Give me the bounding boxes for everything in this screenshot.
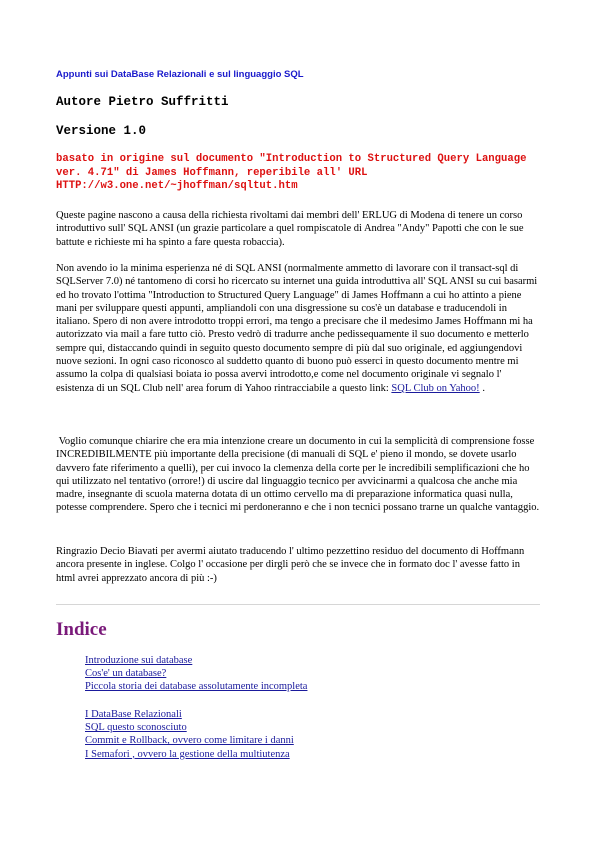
horizontal-divider [56,604,540,605]
index-title: Indice [56,619,107,640]
purpose-paragraph-text: Voglio comunque chiarire che era mia intenzione creare un documento in cui la semplicità di comprensione fosse INCREDIBILMENTE più importante della precisione (di manuali di SQL e' pieno il mondo, se dovete usarlo davvero fate riferimento a quelli), per cui invoco la clemenza della corte per le incredibili semplificazioni che ho qui utilizzato nel tentativo (orrore!) di uscire dal linguaggio tecnico per avvicinarmi a qualcosa che anche mia madre, insegnante di scuola materna dotata di un ottimo cervello ma di preparazione informatica quasi nulla, potesse comprendere. Spero che i tecnici mi perdoneranno e che i non tecnici possano trarne un qualche vantaggio. [56,436,540,514]
toc-item [85,708,294,721]
toc-item [85,654,307,667]
site-title: Appunti sui DataBase Relazionali e sul linguaggio SQL [56,69,304,80]
toc-item [85,721,294,734]
background-paragraph-text: Non avendo io la minima esperienza né di SQL ANSI (normalmente ammetto di lavorare con il transact-sql di SQLServer 7.0) né tantomeno di corsi ho ricercato su internet una guida introduttiva all' SQL ANSI su cui basarmi ed ho trovato l'ottima "Introduction to Structured Query Language" di James Hoffmann a cui ho attinto a piene mani per sviluppare questi appunti, ampliandoli con una disgressione su cos'è un database e traducendoli in italiano. Spero di non avere introdotto troppi errori, ma tengo a precisare che il medesimo James Hoffmann mi ha autorizzato via mail a fare tutto ciò. Presto vedrò di tradurre anche pedissequamente il suo documento e metterlo sempre qui, distaccando quindi in seguito questo documento sempre di più dal suo originale, ed aggiungendovi nuove sezioni. In ogni caso riconosco al suddetto quanto di buono può esserci in questo documento mentre mi assumo la colpa di qualsiasi boiata io possa avervi introdotto,e come nel documento originale vi segnalo l' esistenza di un SQL Club nell' area forum di Yahoo rintracciabile a questo link: [56,263,538,394]
toc-item [85,734,294,747]
toc-item [85,667,307,680]
sql-club-link[interactable]: SQL Club on Yahoo! [391,382,480,394]
toc-link-sql[interactable]: SQL questo sconosciuto [85,722,187,734]
author-heading: Autore Pietro Suffritti [56,95,229,109]
purpose-paragraph [56,435,540,515]
toc-link-semafori[interactable]: I Semafori , ovvero la gestione della multiutenza [85,748,290,760]
thanks-paragraph: Ringrazio Decio Biavati per avermi aiutato traducendo l' ultimo pezzettino residuo del documento di Hoffmann ancora presente in inglese. Colgo l' occasione per dirgli però che se invece che in formato doc l' avesse fatto in html avrei apprezzato ancora di più :-) [56,546,525,584]
version-heading: Versione 1.0 [56,124,147,138]
toc-link-relazionali[interactable]: I DataBase Relazionali [85,709,182,720]
toc-link-cose-database[interactable]: Cos'e' un database? [85,668,167,680]
background-paragraph-tail: . [479,382,485,394]
background-paragraph [56,262,540,395]
intro-paragraph: Queste pagine nascono a causa della richiesta rivoltami dai membri dell' ERLUG di Modena di tenere un corso introduttivo sull' SQL ANSI (un grazie particolare a quel rompiscatole di Andrea "Andy" Papotti che con le sue battute e richieste mi ha spinto a fare questa robaccia). [56,210,524,248]
toc-link-storia[interactable]: Piccola storia dei database assolutamente incompleta [85,681,308,693]
source-note: basato in origine sul documento "Introduction to Structured Query Language ver. 4.71" di James Hoffmann, reperibile all' URL HTTP://w3.one.net/~jhoffman/sqltut.htm [56,153,527,193]
toc-item [85,680,307,693]
toc-link-introduzione[interactable]: Introduzione sui database [85,655,193,666]
toc-item [85,748,294,761]
toc-link-commit-rollback[interactable]: Commit e Rollback, ovvero come limitare i danni [85,735,294,747]
toc-group-sql [85,708,294,761]
toc-group-intro [85,654,307,694]
